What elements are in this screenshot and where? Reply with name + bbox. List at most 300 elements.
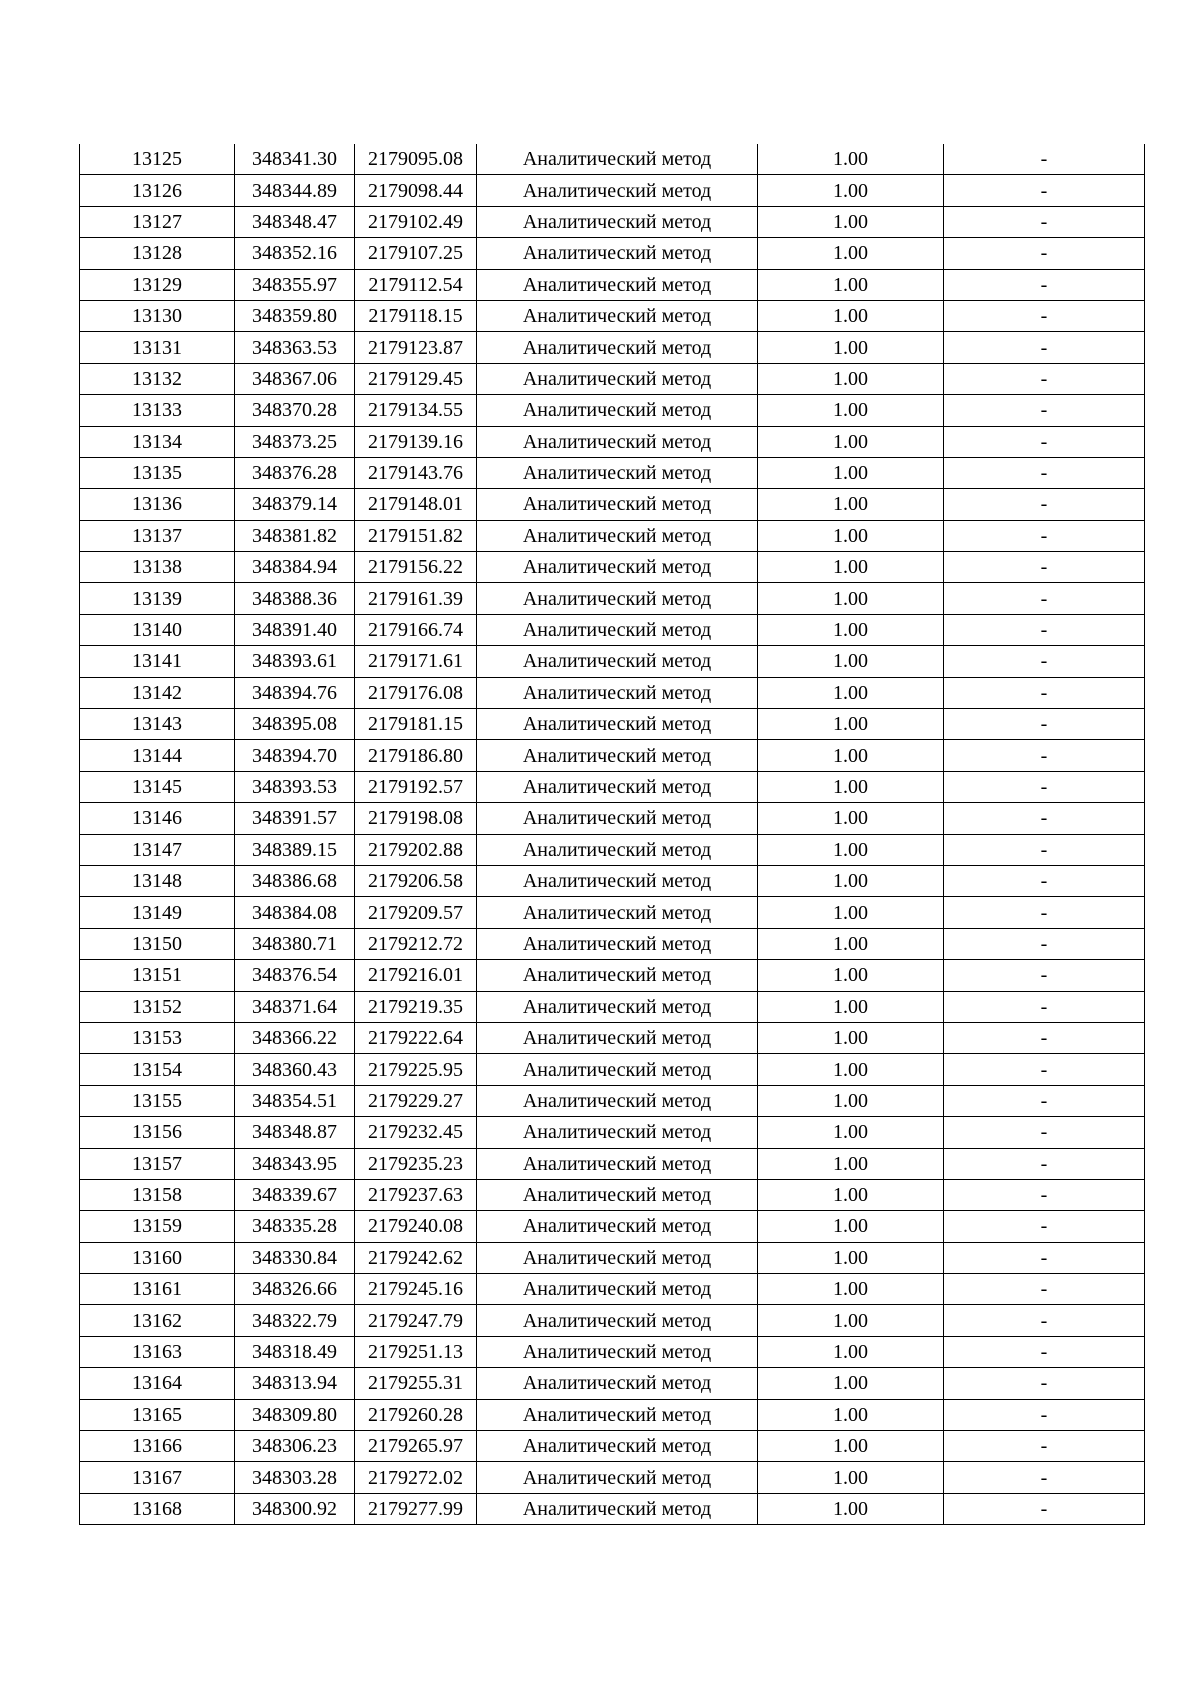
y-coordinate-cell: 2179202.88: [355, 834, 477, 865]
y-coordinate-cell: 2179181.15: [355, 709, 477, 740]
table-row: [80, 928, 1145, 959]
x-coordinate-cell: 348384.94: [235, 552, 355, 583]
table-row: [80, 206, 1145, 237]
accuracy-cell: 1.00: [758, 363, 944, 394]
y-coordinate-cell: 2179098.44: [355, 175, 477, 206]
table-row: [80, 1336, 1145, 1367]
description-cell: -: [944, 1493, 1145, 1524]
method-cell: Аналитический метод: [477, 614, 758, 645]
x-coordinate-cell: 348326.66: [235, 1274, 355, 1305]
y-coordinate-cell: 2179134.55: [355, 395, 477, 426]
point-number-cell: 13138: [80, 552, 235, 583]
point-number-cell: 13128: [80, 238, 235, 269]
description-cell: -: [944, 991, 1145, 1022]
y-coordinate-cell: 2179176.08: [355, 677, 477, 708]
method-cell: Аналитический метод: [477, 552, 758, 583]
description-cell: -: [944, 395, 1145, 426]
description-cell: -: [944, 520, 1145, 551]
accuracy-cell: 1.00: [758, 583, 944, 614]
method-cell: Аналитический метод: [477, 1462, 758, 1493]
x-coordinate-cell: 348341.30: [235, 144, 355, 175]
point-number-cell: 13139: [80, 583, 235, 614]
table-row: [80, 1462, 1145, 1493]
x-coordinate-cell: 348313.94: [235, 1368, 355, 1399]
point-number-cell: 13159: [80, 1211, 235, 1242]
y-coordinate-cell: 2179219.35: [355, 991, 477, 1022]
y-coordinate-cell: 2179123.87: [355, 332, 477, 363]
x-coordinate-cell: 348371.64: [235, 991, 355, 1022]
table-row: [80, 489, 1145, 520]
method-cell: Аналитический метод: [477, 1022, 758, 1053]
y-coordinate-cell: 2179186.80: [355, 740, 477, 771]
accuracy-cell: 1.00: [758, 991, 944, 1022]
y-coordinate-cell: 2179198.08: [355, 803, 477, 834]
accuracy-cell: 1.00: [758, 300, 944, 331]
method-cell: Аналитический метод: [477, 1117, 758, 1148]
point-number-cell: 13140: [80, 614, 235, 645]
description-cell: -: [944, 1399, 1145, 1430]
description-cell: -: [944, 1211, 1145, 1242]
accuracy-cell: 1.00: [758, 1117, 944, 1148]
description-cell: -: [944, 1054, 1145, 1085]
table-row: [80, 363, 1145, 394]
point-number-cell: 13152: [80, 991, 235, 1022]
table-row: [80, 332, 1145, 363]
description-cell: -: [944, 1117, 1145, 1148]
accuracy-cell: 1.00: [758, 1305, 944, 1336]
point-number-cell: 13156: [80, 1117, 235, 1148]
description-cell: -: [944, 1431, 1145, 1462]
table-row: [80, 144, 1145, 175]
point-number-cell: 13131: [80, 332, 235, 363]
point-number-cell: 13157: [80, 1148, 235, 1179]
description-cell: -: [944, 803, 1145, 834]
description-cell: -: [944, 740, 1145, 771]
point-number-cell: 13144: [80, 740, 235, 771]
description-cell: -: [944, 1179, 1145, 1210]
method-cell: Аналитический метод: [477, 677, 758, 708]
method-cell: Аналитический метод: [477, 269, 758, 300]
table-row: [80, 834, 1145, 865]
x-coordinate-cell: 348395.08: [235, 709, 355, 740]
accuracy-cell: 1.00: [758, 1242, 944, 1273]
accuracy-cell: 1.00: [758, 552, 944, 583]
point-number-cell: 13134: [80, 426, 235, 457]
point-number-cell: 13164: [80, 1368, 235, 1399]
method-cell: Аналитический метод: [477, 238, 758, 269]
table-row: [80, 426, 1145, 457]
x-coordinate-cell: 348380.71: [235, 928, 355, 959]
method-cell: Аналитический метод: [477, 960, 758, 991]
table-row: [80, 803, 1145, 834]
method-cell: Аналитический метод: [477, 1054, 758, 1085]
x-coordinate-cell: 348393.61: [235, 646, 355, 677]
y-coordinate-cell: 2179129.45: [355, 363, 477, 394]
accuracy-cell: 1.00: [758, 489, 944, 520]
accuracy-cell: 1.00: [758, 834, 944, 865]
x-coordinate-cell: 348381.82: [235, 520, 355, 551]
y-coordinate-cell: 2179209.57: [355, 897, 477, 928]
accuracy-cell: 1.00: [758, 1054, 944, 1085]
y-coordinate-cell: 2179107.25: [355, 238, 477, 269]
point-number-cell: 13161: [80, 1274, 235, 1305]
method-cell: Аналитический метод: [477, 395, 758, 426]
point-number-cell: 13127: [80, 206, 235, 237]
point-number-cell: 13133: [80, 395, 235, 426]
description-cell: -: [944, 646, 1145, 677]
description-cell: -: [944, 144, 1145, 175]
x-coordinate-cell: 348354.51: [235, 1085, 355, 1116]
x-coordinate-cell: 348359.80: [235, 300, 355, 331]
method-cell: Аналитический метод: [477, 426, 758, 457]
point-number-cell: 13143: [80, 709, 235, 740]
point-number-cell: 13166: [80, 1431, 235, 1462]
method-cell: Аналитический метод: [477, 803, 758, 834]
point-number-cell: 13129: [80, 269, 235, 300]
x-coordinate-cell: 348376.54: [235, 960, 355, 991]
table-row: [80, 1054, 1145, 1085]
accuracy-cell: 1.00: [758, 1211, 944, 1242]
point-number-cell: 13132: [80, 363, 235, 394]
table-row: [80, 300, 1145, 331]
table-row: [80, 1179, 1145, 1210]
description-cell: -: [944, 677, 1145, 708]
x-coordinate-cell: 348367.06: [235, 363, 355, 394]
description-cell: -: [944, 1274, 1145, 1305]
x-coordinate-cell: 348303.28: [235, 1462, 355, 1493]
x-coordinate-cell: 348391.40: [235, 614, 355, 645]
accuracy-cell: 1.00: [758, 1462, 944, 1493]
method-cell: Аналитический метод: [477, 991, 758, 1022]
x-coordinate-cell: 348394.76: [235, 677, 355, 708]
point-number-cell: 13137: [80, 520, 235, 551]
method-cell: Аналитический метод: [477, 583, 758, 614]
method-cell: Аналитический метод: [477, 489, 758, 520]
accuracy-cell: 1.00: [758, 395, 944, 426]
method-cell: Аналитический метод: [477, 1305, 758, 1336]
method-cell: Аналитический метод: [477, 300, 758, 331]
point-number-cell: 13160: [80, 1242, 235, 1273]
method-cell: Аналитический метод: [477, 1211, 758, 1242]
accuracy-cell: 1.00: [758, 1493, 944, 1524]
point-number-cell: 13151: [80, 960, 235, 991]
accuracy-cell: 1.00: [758, 677, 944, 708]
x-coordinate-cell: 348370.28: [235, 395, 355, 426]
table-row: [80, 1274, 1145, 1305]
x-coordinate-cell: 348309.80: [235, 1399, 355, 1430]
x-coordinate-cell: 348379.14: [235, 489, 355, 520]
table-row: [80, 740, 1145, 771]
accuracy-cell: 1.00: [758, 928, 944, 959]
accuracy-cell: 1.00: [758, 960, 944, 991]
method-cell: Аналитический метод: [477, 1368, 758, 1399]
description-cell: -: [944, 300, 1145, 331]
table-row: [80, 709, 1145, 740]
x-coordinate-cell: 348352.16: [235, 238, 355, 269]
y-coordinate-cell: 2179139.16: [355, 426, 477, 457]
table-row: [80, 1431, 1145, 1462]
description-cell: -: [944, 269, 1145, 300]
table-row: [80, 771, 1145, 802]
accuracy-cell: 1.00: [758, 144, 944, 175]
point-number-cell: 13130: [80, 300, 235, 331]
accuracy-cell: 1.00: [758, 1148, 944, 1179]
accuracy-cell: 1.00: [758, 803, 944, 834]
accuracy-cell: 1.00: [758, 457, 944, 488]
method-cell: Аналитический метод: [477, 928, 758, 959]
y-coordinate-cell: 2179171.61: [355, 646, 477, 677]
method-cell: Аналитический метод: [477, 520, 758, 551]
description-cell: -: [944, 1022, 1145, 1053]
point-number-cell: 13158: [80, 1179, 235, 1210]
table-row: [80, 583, 1145, 614]
description-cell: -: [944, 960, 1145, 991]
x-coordinate-cell: 348366.22: [235, 1022, 355, 1053]
accuracy-cell: 1.00: [758, 175, 944, 206]
description-cell: -: [944, 583, 1145, 614]
table-row: [80, 1085, 1145, 1116]
table-row: [80, 395, 1145, 426]
y-coordinate-cell: 2179251.13: [355, 1336, 477, 1367]
x-coordinate-cell: 348343.95: [235, 1148, 355, 1179]
description-cell: -: [944, 426, 1145, 457]
description-cell: -: [944, 238, 1145, 269]
x-coordinate-cell: 348360.43: [235, 1054, 355, 1085]
point-number-cell: 13135: [80, 457, 235, 488]
table-row: [80, 1368, 1145, 1399]
point-number-cell: 13154: [80, 1054, 235, 1085]
x-coordinate-cell: 348339.67: [235, 1179, 355, 1210]
table-row: [80, 552, 1145, 583]
point-number-cell: 13162: [80, 1305, 235, 1336]
point-number-cell: 13167: [80, 1462, 235, 1493]
method-cell: Аналитический метод: [477, 175, 758, 206]
y-coordinate-cell: 2179247.79: [355, 1305, 477, 1336]
method-cell: Аналитический метод: [477, 740, 758, 771]
point-number-cell: 13126: [80, 175, 235, 206]
x-coordinate-cell: 348373.25: [235, 426, 355, 457]
table-row: [80, 1305, 1145, 1336]
table-row: [80, 960, 1145, 991]
accuracy-cell: 1.00: [758, 1399, 944, 1430]
accuracy-cell: 1.00: [758, 269, 944, 300]
table-row: [80, 269, 1145, 300]
y-coordinate-cell: 2179242.62: [355, 1242, 477, 1273]
accuracy-cell: 1.00: [758, 1179, 944, 1210]
y-coordinate-cell: 2179212.72: [355, 928, 477, 959]
method-cell: Аналитический метод: [477, 834, 758, 865]
method-cell: Аналитический метод: [477, 709, 758, 740]
y-coordinate-cell: 2179151.82: [355, 520, 477, 551]
point-number-cell: 13163: [80, 1336, 235, 1367]
y-coordinate-cell: 2179166.74: [355, 614, 477, 645]
coordinates-table-body: [80, 144, 1145, 1525]
method-cell: Аналитический метод: [477, 1085, 758, 1116]
accuracy-cell: 1.00: [758, 1085, 944, 1116]
description-cell: -: [944, 206, 1145, 237]
y-coordinate-cell: 2179232.45: [355, 1117, 477, 1148]
coordinates-table: [79, 144, 1145, 1525]
table-row: [80, 865, 1145, 896]
point-number-cell: 13136: [80, 489, 235, 520]
method-cell: Аналитический метод: [477, 1242, 758, 1273]
description-cell: -: [944, 489, 1145, 520]
x-coordinate-cell: 348384.08: [235, 897, 355, 928]
x-coordinate-cell: 348335.28: [235, 1211, 355, 1242]
point-number-cell: 13149: [80, 897, 235, 928]
method-cell: Аналитический метод: [477, 1336, 758, 1367]
description-cell: -: [944, 614, 1145, 645]
table-row: [80, 1022, 1145, 1053]
description-cell: -: [944, 1305, 1145, 1336]
method-cell: Аналитический метод: [477, 1179, 758, 1210]
x-coordinate-cell: 348344.89: [235, 175, 355, 206]
x-coordinate-cell: 348318.49: [235, 1336, 355, 1367]
table-row: [80, 1148, 1145, 1179]
x-coordinate-cell: 348388.36: [235, 583, 355, 614]
y-coordinate-cell: 2179222.64: [355, 1022, 477, 1053]
accuracy-cell: 1.00: [758, 614, 944, 645]
y-coordinate-cell: 2179237.63: [355, 1179, 477, 1210]
method-cell: Аналитический метод: [477, 206, 758, 237]
point-number-cell: 13168: [80, 1493, 235, 1524]
description-cell: -: [944, 1336, 1145, 1367]
y-coordinate-cell: 2179277.99: [355, 1493, 477, 1524]
point-number-cell: 13141: [80, 646, 235, 677]
accuracy-cell: 1.00: [758, 897, 944, 928]
x-coordinate-cell: 348363.53: [235, 332, 355, 363]
y-coordinate-cell: 2179148.01: [355, 489, 477, 520]
description-cell: -: [944, 1368, 1145, 1399]
table-row: [80, 677, 1145, 708]
method-cell: Аналитический метод: [477, 1399, 758, 1430]
accuracy-cell: 1.00: [758, 426, 944, 457]
table-row: [80, 457, 1145, 488]
accuracy-cell: 1.00: [758, 520, 944, 551]
method-cell: Аналитический метод: [477, 865, 758, 896]
method-cell: Аналитический метод: [477, 646, 758, 677]
accuracy-cell: 1.00: [758, 238, 944, 269]
table-row: [80, 1493, 1145, 1524]
table-row: [80, 897, 1145, 928]
description-cell: -: [944, 1462, 1145, 1493]
accuracy-cell: 1.00: [758, 771, 944, 802]
table-row: [80, 1242, 1145, 1273]
y-coordinate-cell: 2179156.22: [355, 552, 477, 583]
table-row: [80, 520, 1145, 551]
x-coordinate-cell: 348348.47: [235, 206, 355, 237]
accuracy-cell: 1.00: [758, 740, 944, 771]
x-coordinate-cell: 348330.84: [235, 1242, 355, 1273]
description-cell: -: [944, 552, 1145, 583]
description-cell: -: [944, 363, 1145, 394]
x-coordinate-cell: 348300.92: [235, 1493, 355, 1524]
accuracy-cell: 1.00: [758, 1274, 944, 1305]
y-coordinate-cell: 2179192.57: [355, 771, 477, 802]
description-cell: -: [944, 457, 1145, 488]
table-row: [80, 1211, 1145, 1242]
table-row: [80, 991, 1145, 1022]
description-cell: -: [944, 332, 1145, 363]
method-cell: Аналитический метод: [477, 771, 758, 802]
x-coordinate-cell: 348355.97: [235, 269, 355, 300]
accuracy-cell: 1.00: [758, 1022, 944, 1053]
method-cell: Аналитический метод: [477, 144, 758, 175]
y-coordinate-cell: 2179095.08: [355, 144, 477, 175]
accuracy-cell: 1.00: [758, 206, 944, 237]
point-number-cell: 13148: [80, 865, 235, 896]
x-coordinate-cell: 348391.57: [235, 803, 355, 834]
description-cell: -: [944, 175, 1145, 206]
y-coordinate-cell: 2179206.58: [355, 865, 477, 896]
y-coordinate-cell: 2179118.15: [355, 300, 477, 331]
x-coordinate-cell: 348306.23: [235, 1431, 355, 1462]
y-coordinate-cell: 2179260.28: [355, 1399, 477, 1430]
point-number-cell: 13146: [80, 803, 235, 834]
point-number-cell: 13142: [80, 677, 235, 708]
description-cell: -: [944, 865, 1145, 896]
method-cell: Аналитический метод: [477, 897, 758, 928]
method-cell: Аналитический метод: [477, 1431, 758, 1462]
table-row: [80, 646, 1145, 677]
y-coordinate-cell: 2179112.54: [355, 269, 477, 300]
accuracy-cell: 1.00: [758, 1431, 944, 1462]
description-cell: -: [944, 897, 1145, 928]
description-cell: -: [944, 1148, 1145, 1179]
description-cell: -: [944, 834, 1145, 865]
point-number-cell: 13153: [80, 1022, 235, 1053]
x-coordinate-cell: 348376.28: [235, 457, 355, 488]
x-coordinate-cell: 348386.68: [235, 865, 355, 896]
y-coordinate-cell: 2179229.27: [355, 1085, 477, 1116]
table-row: [80, 614, 1145, 645]
table-row: [80, 175, 1145, 206]
description-cell: -: [944, 771, 1145, 802]
method-cell: Аналитический метод: [477, 457, 758, 488]
x-coordinate-cell: 348394.70: [235, 740, 355, 771]
y-coordinate-cell: 2179255.31: [355, 1368, 477, 1399]
point-number-cell: 13145: [80, 771, 235, 802]
method-cell: Аналитический метод: [477, 1148, 758, 1179]
y-coordinate-cell: 2179225.95: [355, 1054, 477, 1085]
x-coordinate-cell: 348348.87: [235, 1117, 355, 1148]
description-cell: -: [944, 928, 1145, 959]
y-coordinate-cell: 2179143.76: [355, 457, 477, 488]
table-row: [80, 238, 1145, 269]
x-coordinate-cell: 348393.53: [235, 771, 355, 802]
point-number-cell: 13150: [80, 928, 235, 959]
y-coordinate-cell: 2179216.01: [355, 960, 477, 991]
accuracy-cell: 1.00: [758, 646, 944, 677]
point-number-cell: 13125: [80, 144, 235, 175]
accuracy-cell: 1.00: [758, 1336, 944, 1367]
method-cell: Аналитический метод: [477, 1274, 758, 1305]
method-cell: Аналитический метод: [477, 1493, 758, 1524]
y-coordinate-cell: 2179272.02: [355, 1462, 477, 1493]
y-coordinate-cell: 2179161.39: [355, 583, 477, 614]
accuracy-cell: 1.00: [758, 1368, 944, 1399]
point-number-cell: 13155: [80, 1085, 235, 1116]
accuracy-cell: 1.00: [758, 865, 944, 896]
description-cell: -: [944, 709, 1145, 740]
description-cell: -: [944, 1085, 1145, 1116]
table-row: [80, 1399, 1145, 1430]
point-number-cell: 13147: [80, 834, 235, 865]
y-coordinate-cell: 2179102.49: [355, 206, 477, 237]
table-row: [80, 1117, 1145, 1148]
accuracy-cell: 1.00: [758, 709, 944, 740]
x-coordinate-cell: 348389.15: [235, 834, 355, 865]
